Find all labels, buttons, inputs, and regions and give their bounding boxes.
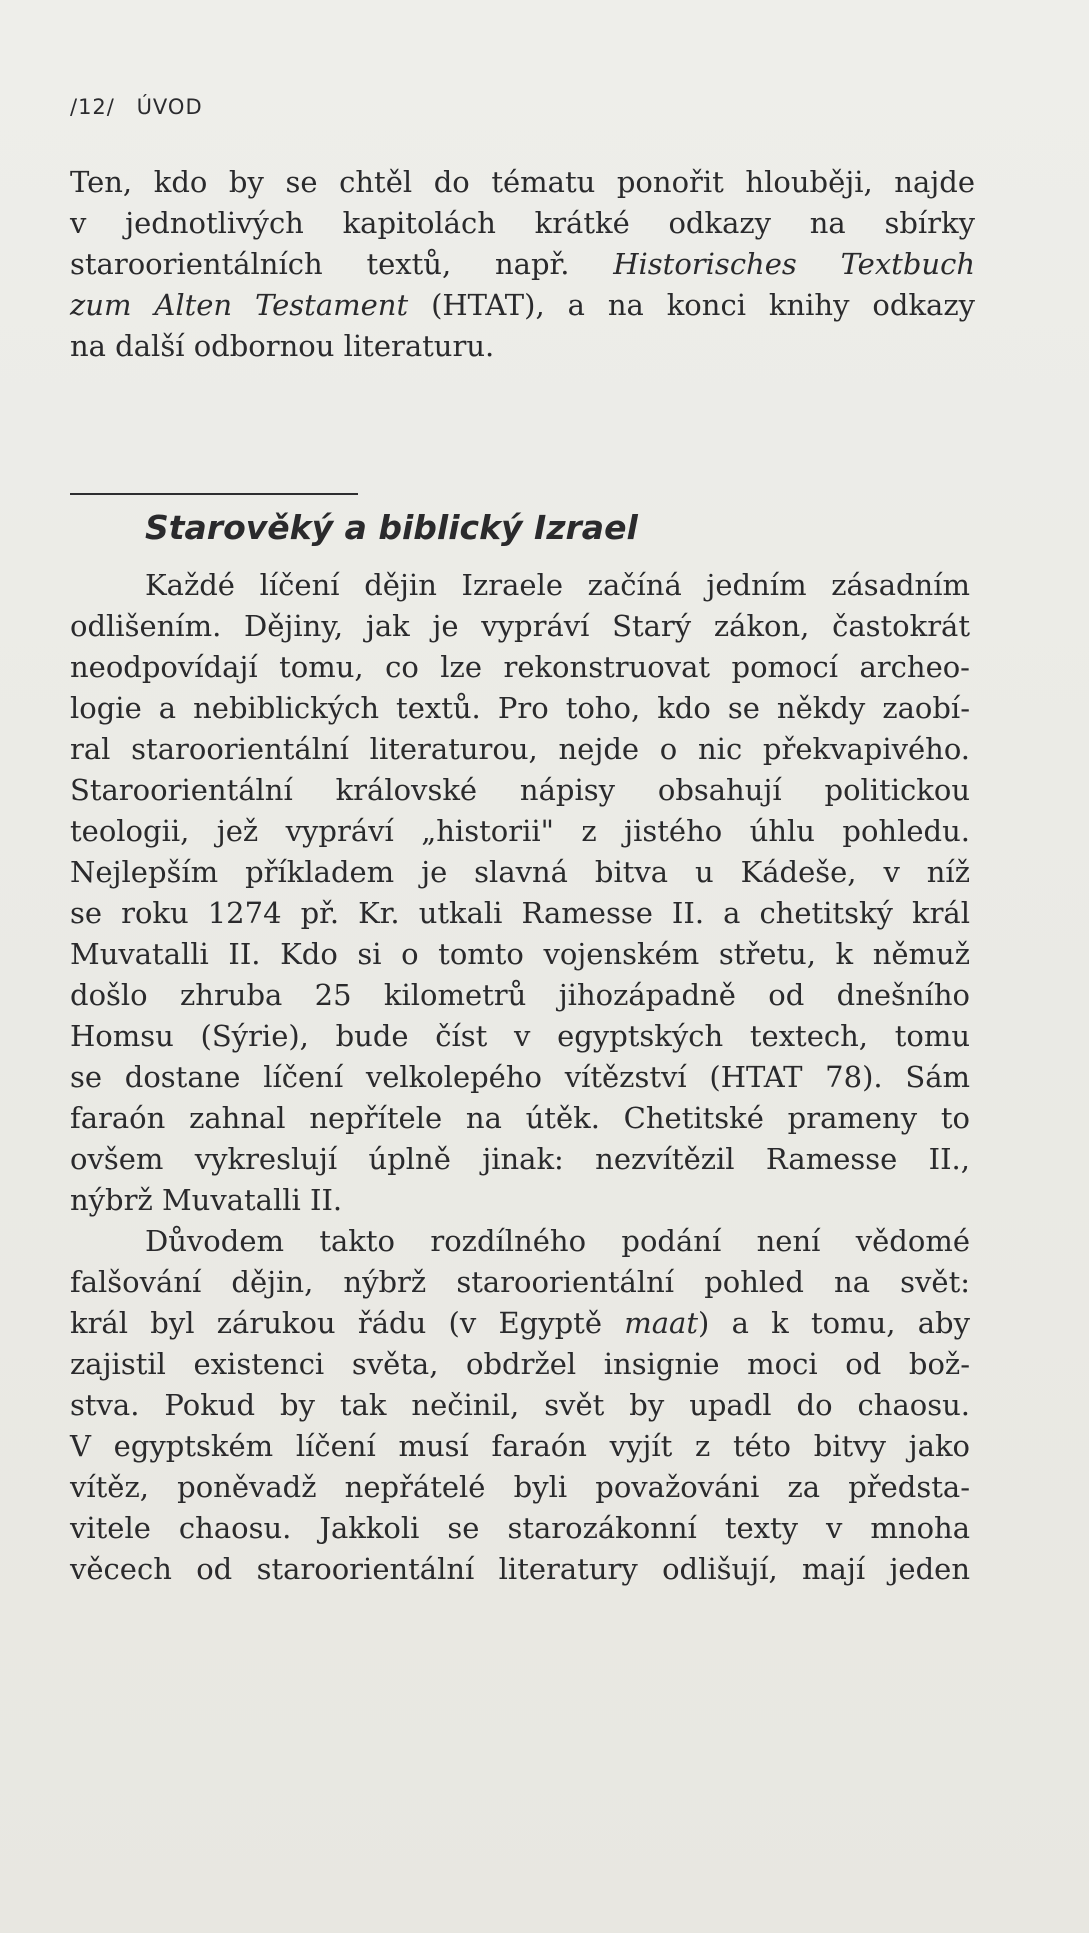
- text-line: se roku 1274 př. Kr. utkali Ramesse II. a chetitský král: [70, 896, 970, 930]
- text-line: Každé líčení dějin Izraele začíná jedním zásadním: [145, 568, 970, 602]
- text-line: vítěz, poněvadž nepřátelé byli považováni za předsta-: [70, 1470, 970, 1504]
- text-line: Důvodem takto rozdílného podání není vědomé: [145, 1224, 970, 1258]
- text-line: faraón zahnal nepřítele na útěk. Chetitské prameny to: [70, 1101, 970, 1135]
- text-line: Muvatalli II. Kdo si o tomto vojenském střetu, k němuž: [70, 937, 970, 971]
- text-line: ovšem vykreslují úplně jinak: nezvítězil Ramesse II.,: [70, 1142, 970, 1176]
- chapter-label: ÚVOD: [136, 95, 203, 119]
- text-line: ral staroorientální literaturou, nejde o nic překvapivého.: [70, 732, 970, 766]
- text-line: se dostane líčení velkolepého vítězství (HTAT 78). Sám: [70, 1060, 970, 1094]
- section-heading: Starověký a biblický Izrael: [145, 508, 638, 547]
- text-line: odlišením. Dějiny, jak je vypráví Starý zákon, častokrát: [70, 609, 970, 643]
- term-italic: maat: [624, 1306, 698, 1340]
- book-title-italic: zum Alten Testament: [70, 288, 409, 322]
- page-number: /12/: [70, 95, 115, 119]
- text-line: v jednotlivých kapitolách krátké odkazy na sbírky: [70, 206, 975, 240]
- section-divider: [70, 493, 358, 495]
- text-line: nýbrž Muvatalli II.: [70, 1183, 343, 1217]
- text-line: [70, 285, 975, 326]
- text-line: stva. Pokud by tak nečinil, svět by upadl do chaosu.: [70, 1388, 970, 1422]
- text-line: Staroorientální královské nápisy obsahují politickou: [70, 773, 970, 807]
- text-line: V egyptském líčení musí faraón vyjít z této bitvy jako: [70, 1429, 970, 1463]
- text-line: zajistil existenci světa, obdržel insignie moci od bož-: [70, 1347, 970, 1381]
- text-line: neodpovídají tomu, co lze rekonstruovat pomocí archeo-: [70, 650, 970, 684]
- text-span: (HTAT), a na konci knihy odkazy: [408, 288, 975, 322]
- text-line: [70, 244, 975, 285]
- running-head: [70, 95, 203, 119]
- text-line: Homsu (Sýrie), bude číst v egyptských textech, tomu: [70, 1019, 970, 1053]
- text-line: vitele chaosu. Jakkoli se starozákonní texty v mnoha: [70, 1511, 970, 1545]
- text-line: logie a nebiblických textů. Pro toho, kdo se někdy zaobí-: [70, 691, 970, 725]
- body-text: [70, 565, 970, 1590]
- text-line: na další odbornou literaturu.: [70, 329, 495, 363]
- text-line: [70, 1303, 970, 1344]
- text-line: došlo zhruba 25 kilometrů jihozápadně od dnešního: [70, 978, 970, 1012]
- text-span: král byl zárukou řádu (v Egyptě: [70, 1306, 625, 1340]
- text-line: Ten, kdo by se chtěl do tématu ponořit hlouběji, najde: [70, 165, 975, 199]
- intro-paragraph: [70, 162, 975, 367]
- book-title-italic: Historisches Textbuch: [613, 247, 976, 281]
- text-line: Nejlepším příkladem je slavná bitva u Kádeše, v níž: [70, 855, 970, 889]
- text-span: staroorientálních textů, např.: [70, 247, 570, 281]
- text-line: věcech od staroorientální literatury odlišují, mají jeden: [70, 1552, 970, 1586]
- text-span: ) a k tomu, aby: [698, 1306, 971, 1340]
- text-line: teologii, jež vypráví „historii" z jistého úhlu pohledu.: [70, 814, 970, 848]
- text-line: falšování dějin, nýbrž staroorientální pohled na svět:: [70, 1265, 970, 1299]
